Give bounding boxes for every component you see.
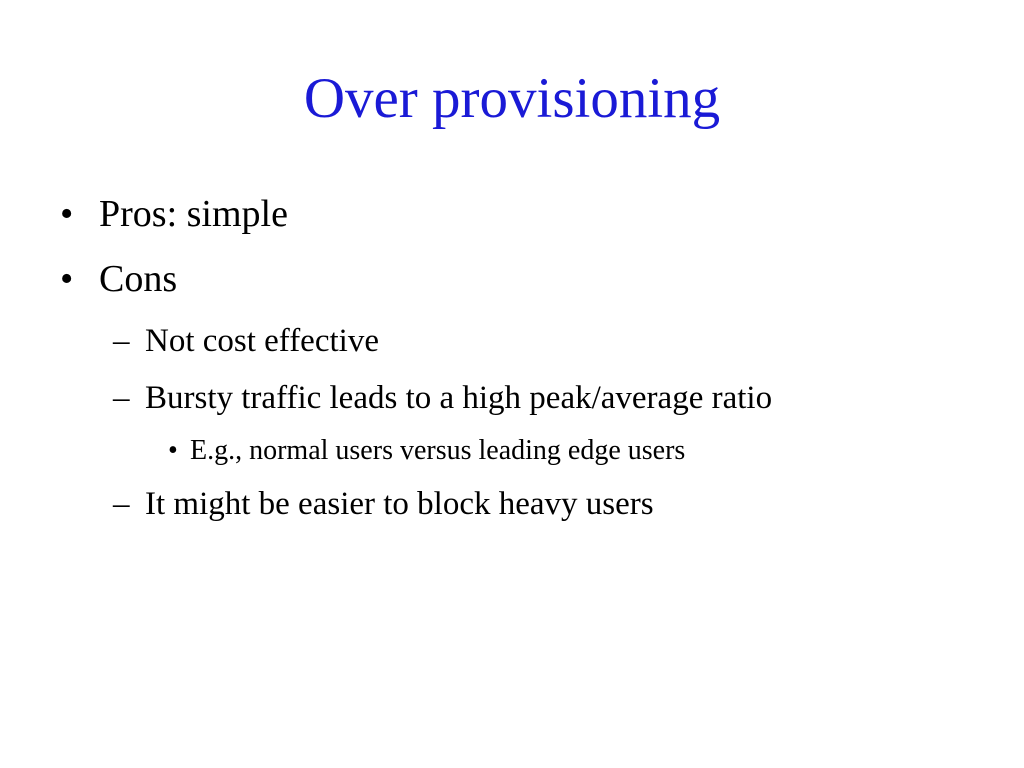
bullet-pros: Pros: simple: [99, 193, 288, 235]
sub-bullet-marker: –: [113, 486, 130, 522]
sub-sub-bullet-marker: •: [168, 435, 178, 466]
sub-bullet-bursty-traffic: Bursty traffic leads to a high peak/average ratio: [145, 380, 773, 416]
slide-title: Over provisioning: [303, 67, 721, 130]
sub-bullet-marker: –: [113, 323, 130, 359]
sub-bullet-block-heavy-users: It might be easier to block heavy users: [145, 486, 654, 522]
sub-bullet-not-cost-effective: Not cost effective: [145, 323, 379, 359]
bullet-cons: Cons: [99, 258, 178, 300]
sub-sub-bullet-example: E.g., normal users versus leading edge users: [190, 435, 686, 466]
bullet-marker: •: [60, 193, 74, 235]
bullet-marker: •: [60, 258, 74, 300]
sub-bullet-marker: –: [113, 380, 130, 416]
